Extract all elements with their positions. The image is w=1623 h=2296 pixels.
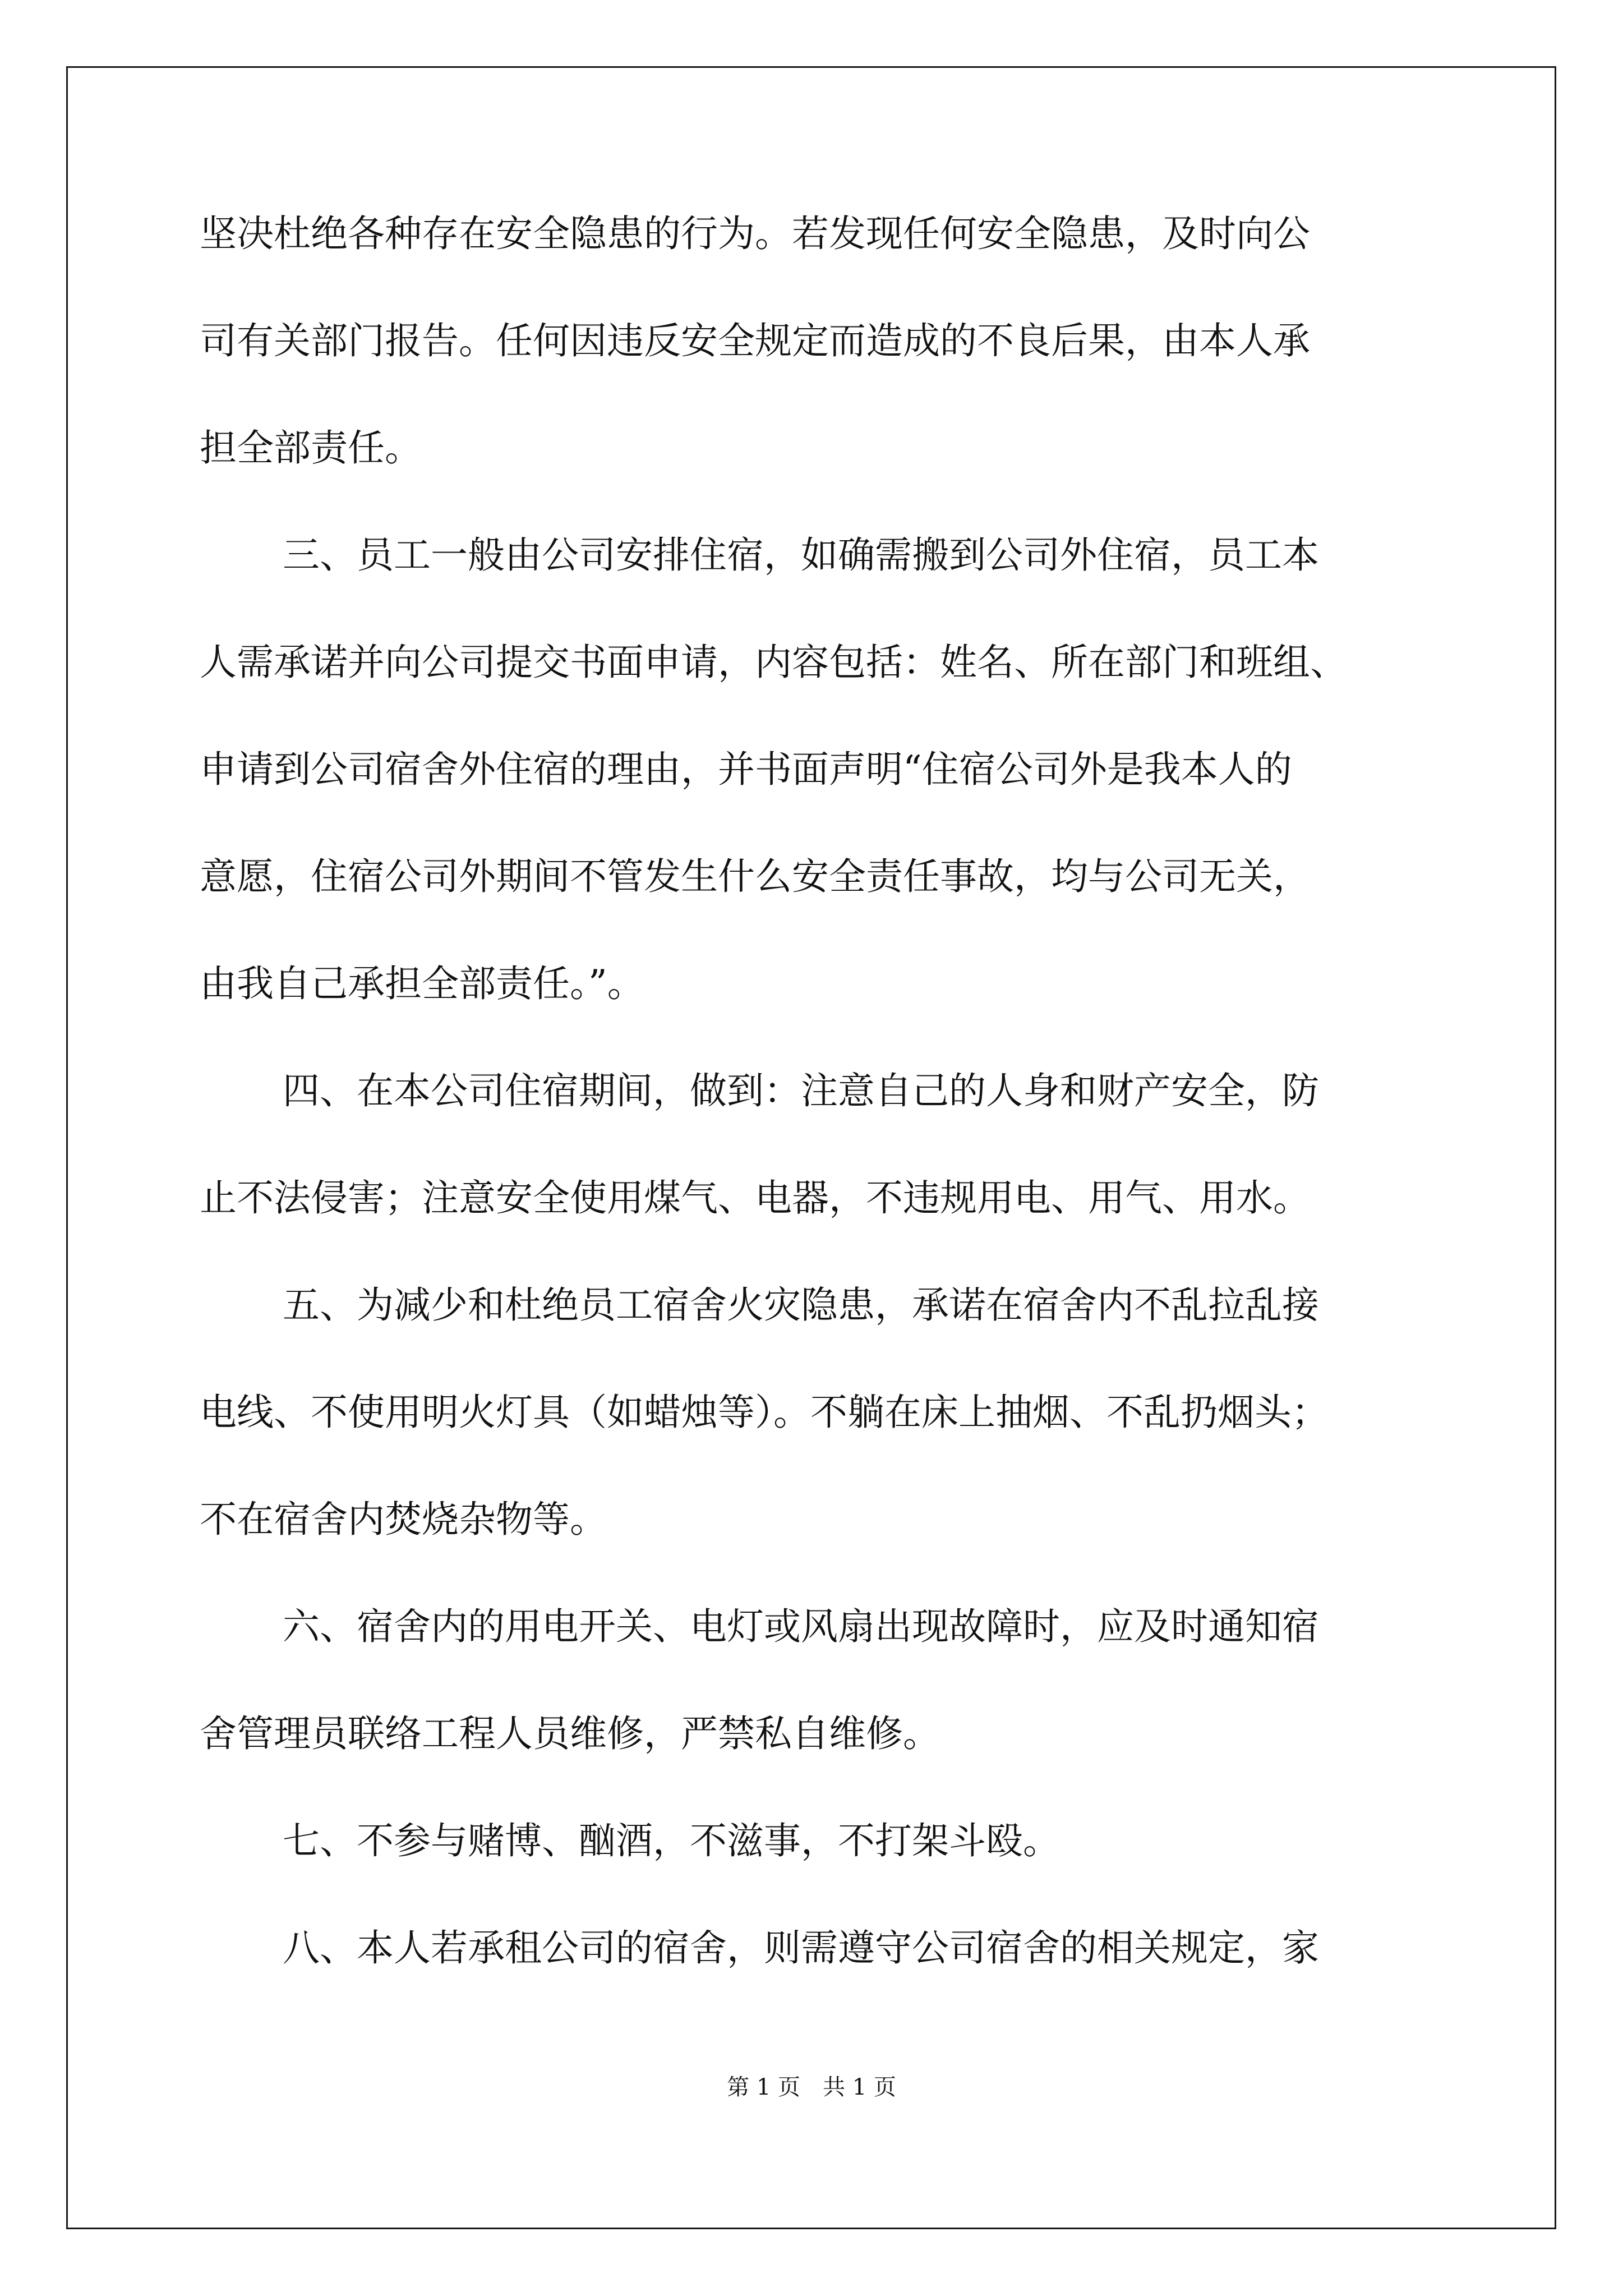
page-frame	[66, 66, 1556, 2229]
text-line: 由我自己承担全部责任。”。	[200, 962, 644, 1005]
text-line: 坚决杜绝各种存在安全隐患的行为。若发现任何安全隐患，及时向公	[200, 212, 1310, 255]
text-line: 电线、不使用明火灯具（如蜡烛等）。不躺在床上抽烟、不乱扔烟头；	[200, 1391, 1329, 1434]
text-line: 担全部责任。	[200, 426, 422, 470]
text-line: 司有关部门报告。任何因违反安全规定而造成的不良后果，由本人承	[200, 319, 1310, 362]
paragraph-start-line: 八、本人若承租公司的宿舍，则需遵守公司宿舍的相关规定，家	[283, 1926, 1319, 1970]
text-line: 不在宿舍内焚烧杂物等。	[200, 1498, 607, 1541]
text-line: 止不法侵害；注意安全使用煤气、电器，不违规用电、用气、用水。	[200, 1176, 1310, 1220]
text-line: 意愿，住宿公司外期间不管发生什么安全责任事故，均与公司无关，	[200, 855, 1310, 898]
paragraph-start-line: 七、不参与赌博、酗酒，不滋事，不打架斗殴。	[283, 1819, 1060, 1862]
paragraph-start-line: 五、为减少和杜绝员工宿舍火灾隐患，承诺在宿舍内不乱拉乱接	[283, 1283, 1319, 1327]
paragraph-start-line: 三、员工一般由公司安排住宿，如确需搬到公司外住宿，员工本	[283, 533, 1319, 577]
text-line: 舍管理员联络工程人员维修，严禁私自维修。	[200, 1712, 940, 1755]
text-line: 申请到公司宿舍外住宿的理由，并书面声明“住宿公司外是我本人的	[200, 748, 1292, 791]
text-line: 人需承诺并向公司提交书面申请，内容包括：姓名、所在部门和班组、	[200, 641, 1347, 684]
paragraph-start-line: 六、宿舍内的用电开关、电灯或风扇出现故障时，应及时通知宿	[283, 1605, 1319, 1648]
paragraph-start-line: 四、在本公司住宿期间，做到：注意自己的人身和财产安全，防	[283, 1069, 1319, 1112]
page-footer: 第 1 页 共 1 页	[727, 2074, 896, 2100]
